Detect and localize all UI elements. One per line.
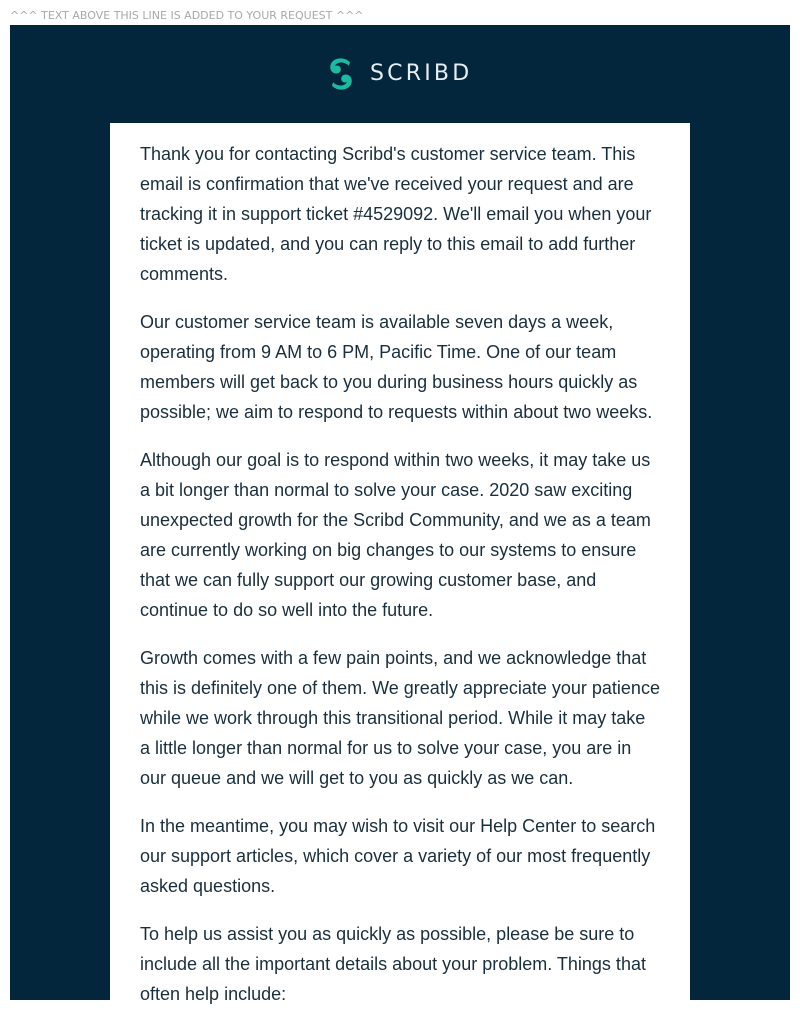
- email-content: [110, 123, 690, 1009]
- paragraph-help-center: [140, 811, 660, 901]
- help-text-before: In the meantime, you may wish to visit our: [140, 816, 481, 836]
- help-center-link[interactable]: Help Center: [480, 816, 577, 836]
- brand-name: SCRIBD: [370, 61, 473, 86]
- paragraph-growth: Growth comes with a few pain points, and we acknowledge that this is definitely one of them. We greatly appreciate your patience while we work through this transitional period. While it may take a little longer than normal for us to solve your case, you are in our queue and we will get to you as quickly as we can.: [140, 648, 660, 788]
- email-body-card: [110, 123, 690, 1023]
- paragraph-confirmation: Thank you for contacting Scribd's customer service team. This email is confirmation that we've received your request and are tracking it in support ticket #4529092. We'll email you when your ticket is updated, and you can reply to this email to add further comments.: [140, 144, 652, 284]
- added-text-notice: ^^^ TEXT ABOVE THIS LINE IS ADDED TO YOUR REQUEST ^^^: [10, 9, 364, 22]
- help-text-after: to search our support articles, which cover a variety of our most frequently asked questions.: [140, 816, 656, 896]
- scribd-s-icon: [324, 54, 358, 94]
- paragraph-details: To help us assist you as quickly as possible, please be sure to include all the important details about your problem. Things that often help include:: [140, 924, 646, 1004]
- scribd-logo[interactable]: [324, 54, 472, 94]
- email-container: [10, 25, 790, 1004]
- paragraph-delay: Although our goal is to respond within two weeks, it may take us a bit longer than normal to solve your case. 2020 saw exciting unexpected growth for the Scribd Community, and we as a team are currently working on big changes to our systems to ensure that we can fully support our growing customer base, and continue to do so well into the future.: [140, 450, 651, 620]
- email-header: [10, 25, 790, 123]
- paragraph-availability: Our customer service team is available seven days a week, operating from 9 AM to 6 PM, Pacific Time. One of our team members will get back to you during business hours quickly as possible; we aim to respond to requests within about two weeks.: [140, 312, 653, 422]
